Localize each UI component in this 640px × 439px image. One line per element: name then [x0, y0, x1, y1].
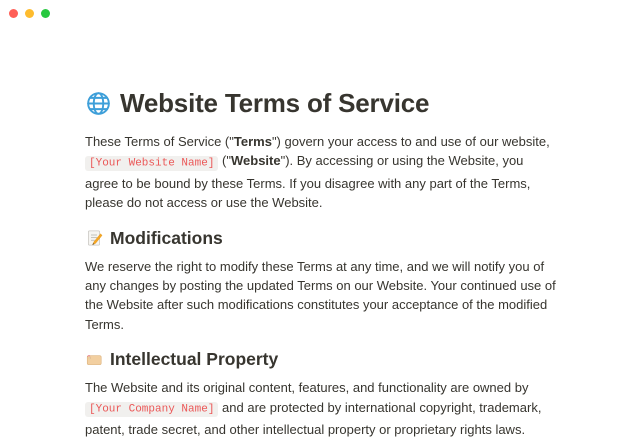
body-paragraph [85, 132, 558, 213]
label-icon [85, 351, 103, 369]
section-heading-text: Intellectual Property [110, 349, 279, 370]
page-title-text: Website Terms of Service [120, 88, 430, 118]
text-run: We reserve the right to modify these Terms at any time, and we will notify you of any changes by posting the updated Terms on our Website. Your continued use of the Website after such modifications constitutes your acceptance of the modified Terms. [85, 258, 556, 332]
body-paragraph [85, 378, 558, 439]
section-heading-text: Modifications [110, 227, 223, 248]
placeholder-token: [Your Company Name] [85, 402, 218, 417]
memo-icon [85, 229, 103, 247]
body-paragraph [85, 257, 558, 335]
text-run: "). By accessing or using the Website, you agree to be bound by these Terms. If you disagree with any part of the Terms, please do not access or use the Website. [85, 153, 531, 211]
bold-text: Terms [233, 134, 272, 149]
placeholder-token: [Your Website Name] [85, 156, 218, 171]
document [85, 0, 558, 439]
globe-icon [85, 90, 112, 117]
section-heading [85, 228, 558, 249]
page-title [85, 88, 558, 119]
text-run: The Website and its original content, features, and functionality are owned by [85, 380, 529, 396]
bold-text: Website [230, 153, 281, 169]
text-run: ") govern your access to and use of our website, [271, 134, 550, 149]
text-run: These Terms of Service (" [85, 134, 234, 149]
section-heading [85, 349, 558, 370]
window-controls [9, 9, 50, 18]
close-button[interactable] [9, 9, 18, 18]
minimize-button[interactable] [25, 9, 34, 18]
document-body [85, 132, 558, 439]
text-run: (" [218, 153, 231, 169]
zoom-button[interactable] [41, 9, 50, 18]
text-run: and are protected by international copyright, trademark, patent, trade secret, and other intellectual property or proprietary rights laws. [85, 399, 542, 438]
